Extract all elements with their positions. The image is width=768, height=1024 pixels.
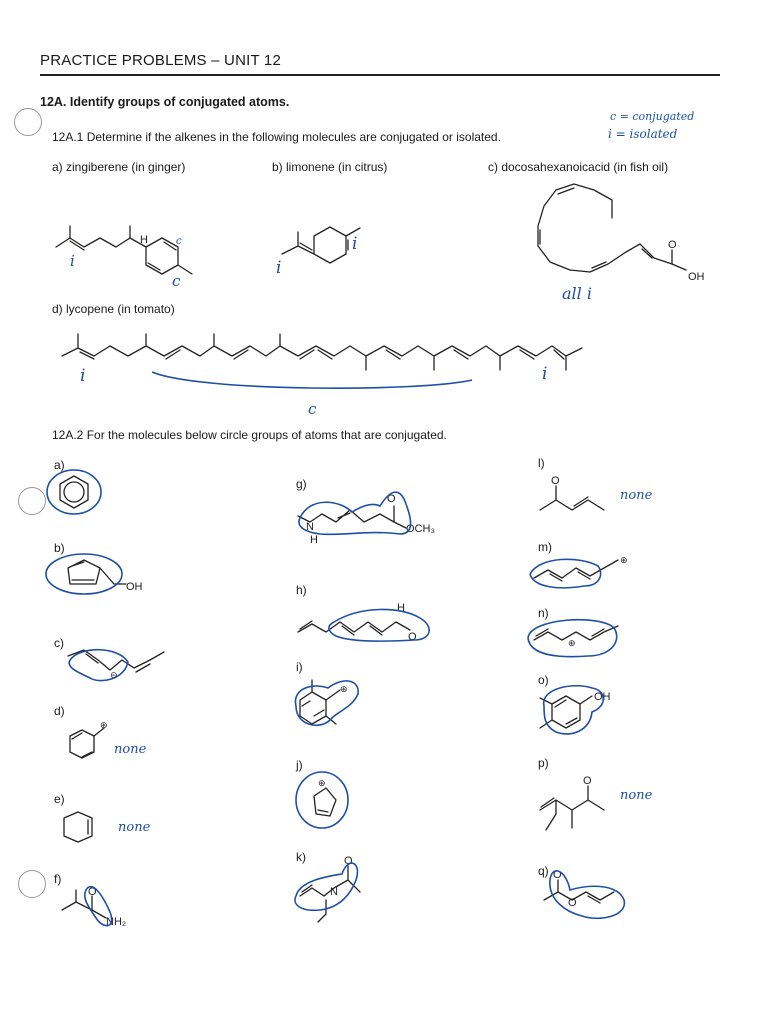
molecule-g [298, 492, 435, 546]
molecule-j [296, 772, 348, 828]
label-e: e) [54, 792, 65, 806]
svg-text:O: O [408, 631, 417, 643]
page-title: PRACTICE PROBLEMS – UNIT 12 [40, 52, 282, 69]
molecule-f [62, 886, 126, 928]
mark-zingiberene-1: i [70, 252, 75, 270]
answer-e-none: none [118, 820, 151, 835]
svg-text:H: H [397, 602, 405, 614]
molecule-h [298, 602, 429, 643]
molecule-q [544, 869, 624, 918]
label-lycopene: d) lycopene (in tomato) [52, 302, 175, 316]
svg-text:O: O [387, 493, 396, 505]
label-p: p) [538, 756, 549, 770]
mark-lycopene-2: c [308, 400, 317, 418]
section-title: 12A. Identify groups of conjugated atoms. [40, 95, 290, 109]
label-l: l) [538, 456, 545, 470]
svg-text:O: O [553, 869, 562, 881]
zingiberene-structure [56, 226, 192, 274]
svg-text:O: O [88, 886, 97, 898]
label-a: a) [54, 458, 65, 472]
molecule-m [530, 555, 628, 588]
svg-text:⊕: ⊕ [318, 778, 326, 788]
limonene-structure [282, 227, 360, 263]
svg-text:OCH₃: OCH₃ [406, 523, 435, 535]
legend-isolated: i = isolated [608, 127, 678, 141]
label-f: f) [54, 872, 62, 886]
mark-zingiberene-3: c [176, 236, 182, 247]
label-o: o) [538, 673, 549, 687]
label-limonene: b) limonene (in citrus) [272, 160, 388, 174]
svg-text:⊕: ⊕ [620, 555, 628, 565]
svg-text:⊖: ⊖ [110, 670, 118, 680]
mark-limonene-2: i [352, 234, 358, 254]
molecule-k [295, 855, 360, 922]
svg-text:O: O [344, 855, 353, 867]
svg-text:OH: OH [126, 581, 143, 593]
label-h: h) [296, 583, 307, 597]
legend-conjugated: c = conjugated [610, 110, 695, 123]
label-q: q) [538, 864, 549, 878]
molecule-p [540, 775, 604, 830]
answer-d-none: none [114, 742, 147, 757]
svg-text:O: O [551, 475, 560, 487]
label-k: k) [296, 850, 306, 864]
molecule-b [46, 554, 143, 594]
label-j: j) [296, 758, 303, 772]
molecule-o [540, 686, 611, 734]
question-12a2-prompt: 12A.2 For the molecules below circle groups of atoms that are conjugated. [52, 428, 447, 442]
svg-text:H: H [140, 234, 148, 246]
label-g: g) [296, 477, 307, 491]
label-docosahexanoic: c) docosahexanoicacid (in fish oil) [488, 160, 669, 174]
molecule-a [47, 470, 101, 514]
svg-text:OH: OH [688, 271, 705, 283]
molecule-d [70, 720, 108, 758]
question-12a1-prompt: 12A.1 Determine if the alkenes in the following molecules are conjugated or isolated. [52, 130, 501, 144]
svg-text:H: H [310, 534, 318, 546]
svg-text:⊕: ⊕ [568, 638, 576, 648]
label-d: d) [54, 704, 65, 718]
mark-lycopene-1: i [80, 366, 86, 386]
svg-text:O: O [668, 239, 677, 251]
label-m: m) [538, 540, 552, 554]
mark-lycopene-3: i [542, 364, 548, 384]
svg-text:NH₂: NH₂ [106, 916, 127, 928]
label-n: n) [538, 606, 549, 620]
molecule-e [64, 812, 92, 842]
answer-l-none: none [620, 488, 653, 503]
molecule-i [295, 680, 358, 725]
mark-limonene-1: i [276, 258, 282, 278]
docosahexaenoic-structure [538, 184, 705, 283]
svg-text:⊕: ⊕ [100, 720, 108, 730]
answer-p-none: none [620, 788, 653, 803]
svg-text:⊕: ⊕ [340, 684, 348, 694]
label-zingiberene: a) zingiberene (in ginger) [52, 160, 186, 174]
svg-text:N: N [330, 886, 338, 898]
svg-text:N: N [306, 521, 314, 533]
label-i: i) [296, 660, 303, 674]
lycopene-structure [62, 334, 582, 388]
svg-text:O: O [583, 775, 592, 787]
svg-text:O: O [568, 897, 577, 909]
svg-text:OH: OH [594, 691, 611, 703]
label-c: c) [54, 636, 64, 650]
molecule-c [68, 650, 164, 681]
mark-docosa: all i [562, 284, 592, 303]
molecule-n [528, 620, 618, 657]
mark-zingiberene-2: c [172, 272, 181, 290]
molecule-l [540, 475, 604, 510]
label-b: b) [54, 541, 65, 555]
